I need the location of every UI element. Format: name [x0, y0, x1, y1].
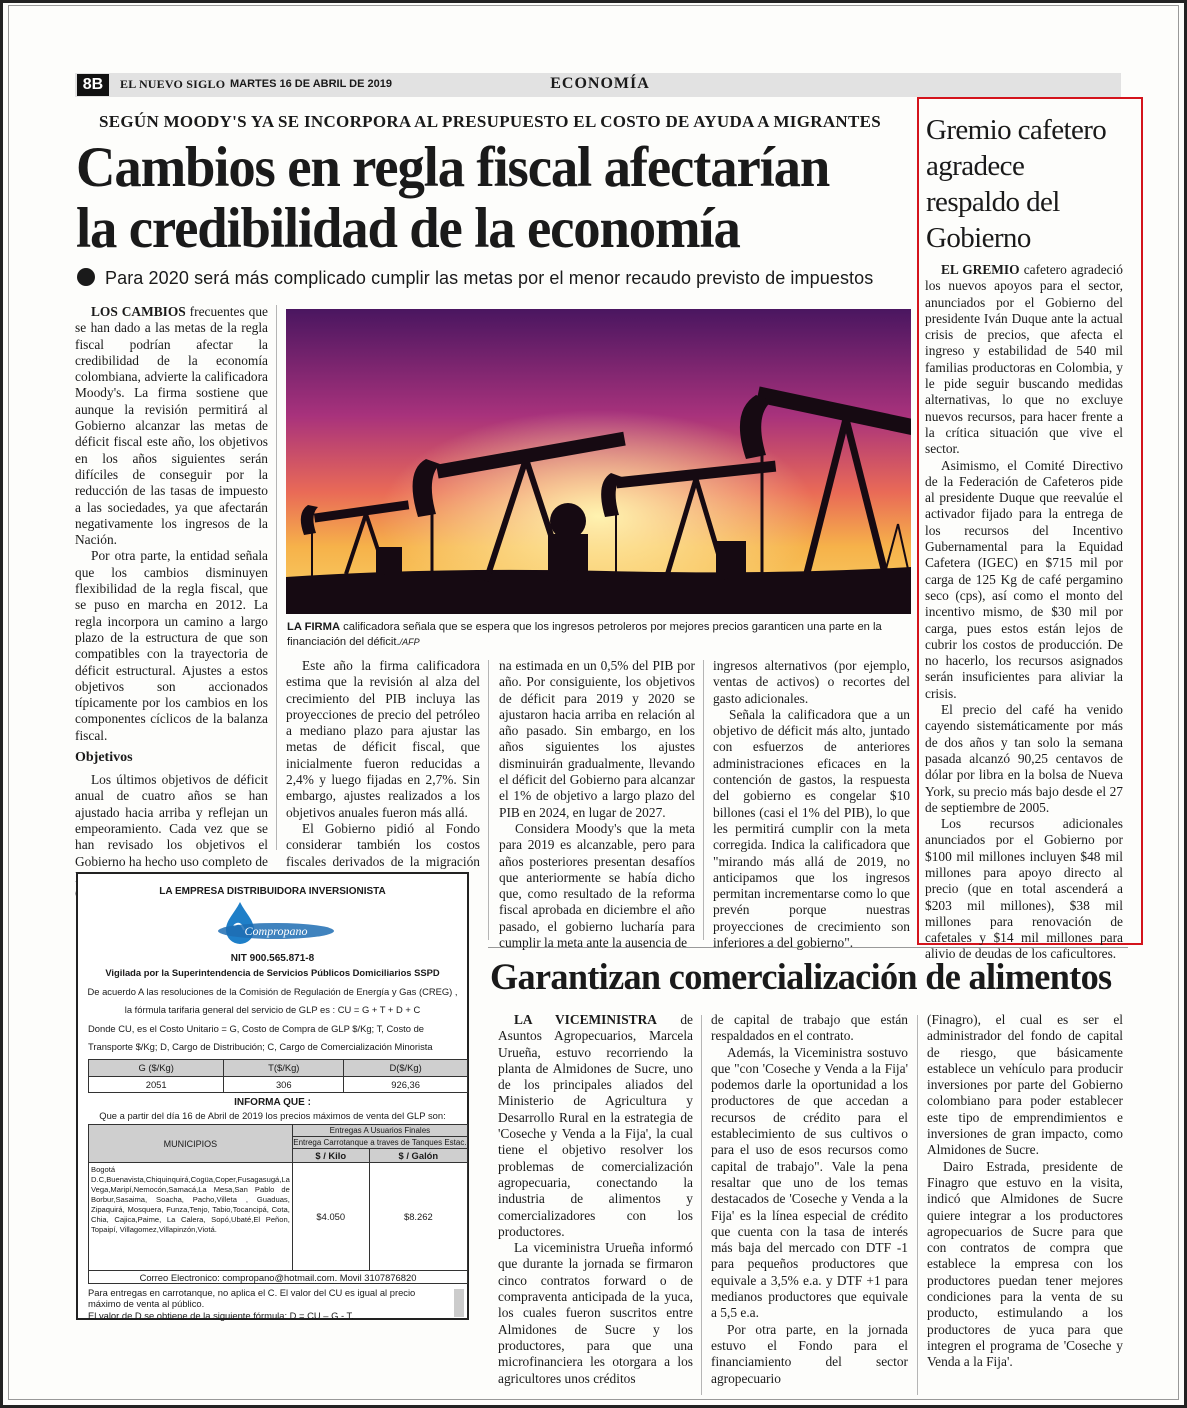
caption-lead: LA FIRMA — [287, 621, 341, 633]
paragraph: Dairo Estrada, presidente de Finagro que estuvo en la visita, indicó que Almidones de Sucre quiere integrar a los productores agropecuarios de Sucre para que con contratos de compra que establece la empresa con los productores puedan tener mejores condiciones para la venta de su producto, estimulando a los productores de yuca para que integren el programa de 'Coseche y Venda a la Fija'. — [927, 1158, 1123, 1370]
ad-footnote-2: máximo de venta al público. — [88, 1298, 205, 1309]
caption-text: calificadora señala que se espera que los ingresos petroleros por mejores precios garanticen una parte en la financiación del déficit. — [287, 621, 882, 648]
paragraph: de capital de trabajo que están respaldados en el contrato. — [711, 1012, 908, 1044]
headline-line-1: Cambios en regla fiscal afectarían — [76, 136, 830, 199]
paragraph: La viceministra Urueña informó que durante la jornada se firmaron cinco contratos forward o de compraventa anticipada de la yuca, los cuales fueron suscritos entre Almidones de Sucre y los productores, para que una microfinanciera les otorgara a los agricultores unos créditos — [498, 1240, 693, 1386]
photo-oil-pumpjacks — [286, 309, 911, 614]
ad-resolution-2: la fórmula tarifaria general del servicio de GLP es : CU = G + T + D + C — [124, 1004, 421, 1015]
paragraph: na estimada en un 0,5% del PIB por año. Por consiguiente, los objetivos de déficit para 2019 y 2020 se ajustaron hacia arriba en relación al año pasado. Sin embargo, en los años siguientes los ajustes disminuirán gradualmente, llevando el déficit del Gobierno para alcanzar el 1% de objetivo a largo plazo del PIB en 2024, en lugar de 2027. — [499, 658, 695, 820]
ad-informa-text: Que a partir del día 16 de Abril de 2019 los precios máximos de venta del GLP son: — [99, 1110, 446, 1121]
paragraph: El precio del café ha venido cayendo sistemáticamente por más de dos años y tan solo la semana pasada alcanzó 90,25 centavos de dólar por libra en la bolsa de Nueva York, su precio más bajo desde el 27 de septiembre de 2005. — [925, 702, 1123, 815]
sidebar-title-line: Gremio cafetero — [926, 114, 1107, 146]
sidebar-title-line: respaldo del — [926, 186, 1060, 218]
paragraph: Considera Moody's que la meta para 2019 es alcanzable, pero para años posteriores presentan desafíos que anteriormente se había dicho que, como resultado de la reforma fiscal aprobada en diciembre el año pasado, el gobierno lucharía para cumplir la meta ante la ausencia de — [499, 820, 695, 951]
compropano-advertisement — [76, 872, 469, 1320]
sidebar-title-line: Gobierno — [926, 222, 1031, 254]
cost-value: 926,36 — [344, 1076, 468, 1093]
lead-in: EL GREMIO — [941, 262, 1020, 277]
paragraph: El Gobierno pidió al Fondo considerar también los costos fiscales derivados de la migración — [286, 820, 480, 869]
price-table-municipios-header: MUNICIPIOS — [89, 1125, 293, 1163]
photo-credit: /AFP — [399, 636, 420, 647]
ad-informa: INFORMA QUE : — [234, 1097, 311, 1108]
newspaper-name: EL NUEVO SIGLO — [120, 77, 226, 91]
paragraph: (Finagro), el cual es ser el administrador del fondo de capital de riesgo, que básicamente establece un vehículo para producir inversiones por parte del Gobierno colombiano para poder establecer este tipo de emprendimientos e inversiones de gran impacto, como Almidones de Sucre. — [927, 1012, 1123, 1158]
ad-footnote-1: Para entregas en carrotanque, no aplica el C. El valor del CU es igual al precio — [88, 1287, 416, 1298]
cost-value: 2051 — [89, 1076, 224, 1093]
article-divider — [488, 947, 1128, 948]
price-table-carrotanque: Entrega Carrotanque a traves de Tanques Estac. — [293, 1138, 467, 1147]
ad-resolution-1: De acuerdo A las resoluciones de la Comisión de Regulación de Energía y Gas (CREG) , — [87, 986, 458, 997]
pumpjack-image — [286, 309, 911, 614]
price-table-galon-header: $ / Galón — [369, 1149, 467, 1163]
column-rule — [703, 660, 704, 940]
cost-table — [88, 1059, 468, 1093]
article-column-2 — [286, 658, 480, 886]
article-deck: Para 2020 será más complicado cumplir las metas por el menor recaudo previsto de impuestos — [105, 268, 874, 288]
issue-date: MARTES 16 DE ABRIL DE 2019 — [230, 78, 392, 90]
cost-value: 306 — [224, 1076, 344, 1093]
paragraph: cafetero agradeció los nuevos apoyos para el sector, anunciados por el Gobierno del presidente Iván Duque ante la actual crisis de precios, que afecta el ingreso y estabilidad de 540 mil familias productoras en Colombia, y le pide seguir buscando medidas alternativas, lo que no excluye nuevos recursos, para hacer frente a la crítica situación que vive el sector. — [925, 262, 1123, 457]
article-kicker: SEGÚN MOODY'S YA SE INCORPORA AL PRESUPUESTO EL COSTO DE AYUDA A MIGRANTES — [98, 112, 882, 131]
paragraph: Este año la firma calificadora estima que la revisión al alza del crecimiento del PIB incluya las proyecciones de precio del petróleo a mediano plazo para ajustar las metas de déficit fiscal, que inicialmente fueron reducidas a 2,4% y luego fijadas en 2,7%. Sin embargo, ajustes realizados a los objetivos anuales fueron más allá. — [286, 658, 480, 820]
deck-bullet-icon — [77, 268, 95, 286]
ad-resolution-4: Transporte $/Kg; D, Cargo de Distribución; C, Cargo de Comercialización Minorista — [88, 1041, 433, 1052]
paragraph: Los recursos adicionales anunciados por el Gobierno por $100 mil millones incluyen $48 mil millones para apoyo directo al precio (que en total ascenderá a $203 mil millones), $38 mil millones para renovación de cafetales y $14 mil millones para alivio de deudas de los caficultores. — [925, 816, 1123, 962]
paragraph: Asimismo, el Comité Directivo de la Federación de Cafeteros pide al presidente Duque que reevalúe el activador fijado para la entrega de los recursos del Incentivo Gubernamental para la Equidad Cafetera (IGEC) en $715 mil por carga de 125 Kg de café pergamino seco (cps), así como el monto del incentivo mismo, de $30 mil por carga, pues estos están lejos de cubrir los costos de producción. De no hacerlo, los recursos asignados serán insuficientes para aliviar la crisis. — [925, 457, 1123, 701]
paragraph: ingresos alternativos (por ejemplo, ventas de activos) o recortes del gasto adicionales. — [713, 658, 910, 706]
ad-vigilada: Vigilada por la Superintendencia de Servicios Públicos Domiciliarios SSPD — [105, 967, 440, 978]
article-column-3 — [499, 658, 695, 951]
column-rule — [276, 305, 277, 850]
ad-nit: NIT 900.565.871-8 — [230, 953, 315, 964]
sidebar-title — [926, 112, 1141, 256]
paragraph: frecuentes que se han dado a las metas de la regla fiscal podrían afectar la credibilidad de la economía colombiana, advierte la calificadora Moody's. La firma sostiene que aunque la revisión permitirá al Gobierno alcanzar las metas de déficit fiscal este año, los objetivos en los años siguientes serán difíciles de conseguir por la reducción de las tasas de impuesto a las sociedades, ya que afectarán negativamente los ingresos de la Nación. — [75, 304, 268, 548]
sidebar-body — [925, 262, 1123, 963]
second-column-1 — [498, 1012, 693, 1387]
cost-header: T($/Kg) — [224, 1060, 344, 1077]
column-rule — [701, 1015, 702, 1395]
article-column-4 — [713, 658, 910, 951]
sidebar-title-line: agradece — [926, 150, 1025, 182]
paragraph: Por otra parte, en la jornada estuvo el Fondo para el financiamiento del sector agropecuario — [711, 1321, 908, 1386]
price-table — [88, 1124, 468, 1284]
compropano-logo — [216, 900, 336, 946]
headline-line-2: la credibilidad de la economía — [76, 197, 740, 260]
ad-footnote-3: El valor de D se obtiene de la siguiente fórmula: D = CU – G - T. — [88, 1310, 354, 1321]
paragraph: Por otra parte, la entidad señala que los cambios disminuyen flexibilidad de la regla fiscal, que se puso en marcha en 2012. La regla incorpora un camino a largo plazo de la estructura de que son compatibles con la trayectoria de déficit estructural. Ajustes a estos objetivos son accionados típicamente por los cambios en los componentes cíclicos de la balanza fiscal. — [75, 548, 268, 743]
photo-caption — [287, 620, 912, 649]
price-per-galon: $8.262 — [369, 1163, 467, 1271]
lead-in: LA VICEMINISTRA — [514, 1012, 657, 1027]
second-column-3 — [927, 1012, 1123, 1371]
lead-in: LOS CAMBIOS — [91, 304, 186, 319]
ad-title: LA EMPRESA DISTRIBUIDORA INVERSIONISTA — [159, 886, 386, 897]
ad-resolution-3: Donde CU, es el Costo Unitario = G, Costo de Compra de GLP $/Kg; T, Costo de — [88, 1023, 425, 1034]
second-article-headline: Garantizan comercialización de alimentos — [490, 957, 1112, 998]
price-table-kilo-header: $ / Kilo — [292, 1149, 369, 1163]
column-rule — [917, 1015, 918, 1395]
paragraph: Señala la calificadora que a un objetivo de déficit más alto, juntado con esfuerzos de anteriores administraciones eficaces en la contención de gastos, la respuesta del gobierno es congelar $10 billones (casi el 1% del PIB), lo que les permitirá cumplir con la meta corregida. Indica la calificadora que "mirando más allá de 2019, no anticipamos que los ingresos permitan incrementarse como lo que prevén porque nuestras proyecciones de crecimiento son inferiores a del gobierno". — [713, 706, 910, 951]
second-column-2 — [711, 1012, 908, 1387]
ad-contact: Correo Electronico: compropano@hotmail.com. Movil 3107876820 — [89, 1271, 468, 1284]
article-headline — [76, 137, 882, 259]
municipios-list: Bogotá D.C,Buenavista,Chiquinquirá,Cogüa,Coper,Fusagasugá,La Vega,Maripí,Nemocón,Samacá,La Mesa,San Pablo de Borbur,Sasaima, Soacha, Pacho,Villeta , Guaduas, Zipaquirá, Mosquera, Funza,Tenjo, Tabio,Tocancipá, Cota, Chia, Cajica,Paime, La Calera, Sopó,Ubaté,El Peñon, Topaipí, Villagomez,Villapinzón,Viotá. — [89, 1163, 293, 1271]
paragraph: Además, la Viceministra sostuvo que "con 'Coseche y Venda a la Fija' podemos darle la oportunidad a los productores de que accedan a recursos de crédito para el establecimiento de sus cultivos o para el uso de esos recursos como capital de trabajo". Vale la pena resaltar que uno de los temas destacados de 'Coseche y Venda a la Fija' es la línea especial de crédito que cuenta con la tasa de interés más baja del mercado con DTF -1 para pequeños productores que equivale a 3,5% e.a. y DTF +1 para medianos productores que equivale a 5,5 e.a. — [711, 1044, 908, 1321]
supervision-seal-icon — [454, 1289, 464, 1317]
paragraph: de Asuntos Agropecuarios, Marcela Urueña, estuvo recorriendo la planta de Almidones de Sucre, uno de los principales aliados del Ministerio de Agricultura y Desarrollo Rural en la estrategia de 'Coseche y Venda a la Fija', la cual tiene el objetivo resolver los problemas de comercialización agropecuaria, conectando la industria de alimentos y comercializadores con los productores. — [498, 1012, 693, 1239]
subheading: Objetivos — [75, 750, 133, 766]
article-column-1 — [75, 304, 268, 902]
section-name: ECONOMÍA — [550, 75, 650, 92]
column-rule — [488, 660, 489, 940]
price-per-kilo: $4.050 — [292, 1163, 369, 1271]
price-table-entregas: Entregas A Usuarios Finales — [292, 1125, 467, 1137]
page-number: 8B — [77, 74, 109, 96]
logo-wordmark: Compropano — [244, 924, 308, 938]
cost-header: G ($/Kg) — [89, 1060, 224, 1077]
paragraph: Los últimos objetivos de déficit anual de cuatro años se han ajustado hacia arriba y reflejan un empeoramiento. Cada vez que se han revisado los objetivos el Gobierno ha hecho uso completo de — [75, 772, 268, 869]
cost-header: D($/Kg) — [344, 1060, 468, 1077]
